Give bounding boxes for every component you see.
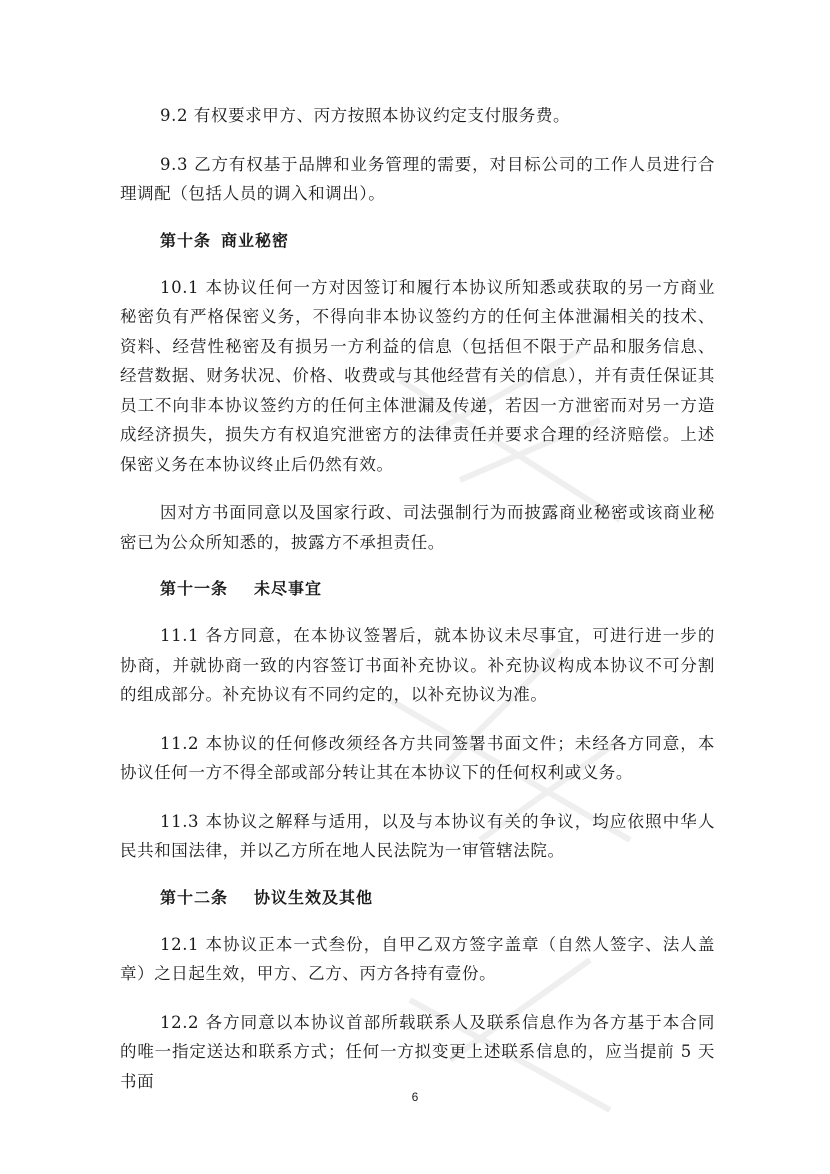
section-number: 第十二条	[160, 887, 229, 907]
clause-paragraph: 10.1 本协议任何一方对因签订和履行本协议所知悉或获取的另一方商业秘密负有严格保密义务，不得向非本协议签约方的任何主体泄漏相关的技术、资料、经营性秘密及有损另一方利益的信息（包括但不限于产品和服务信息、经营数据、财务状况、价格、收费或与其他经营有关的信息），并有责任保证其员工不向非本协议签约方的任何主体泄漏及传递，若因一方泄密而对另一方造成经济损失，损失方有权追究泄密方的法律责任并要求合理的经济赔偿。上述保密义务在本协议终止后仍然有效。	[120, 277, 715, 474]
section-heading	[120, 885, 715, 911]
document-body	[120, 101, 715, 1115]
section-number: 第十一条	[160, 579, 229, 598]
section-heading	[120, 576, 715, 602]
clause-paragraph: 因对方书面同意以及国家行政、司法强制行为而披露商业秘密或该商业秘密已为公众所知悉的，披露方不承担责任。	[120, 503, 715, 552]
clause-paragraph: 9.3 乙方有权基于品牌和业务管理的需要，对目标公司的工作人员进行合理调配（包括人员的调入和调出）。	[120, 154, 715, 203]
section-heading	[120, 228, 715, 254]
clause-paragraph: 12.2 各方同意以本协议首部所载联系人及联系信息作为各方基于本合同的唯一指定送达和联系方式；任何一方拟变更上述联系信息的，应当提前 5 天书面	[120, 1012, 715, 1091]
clause-paragraph: 11.1 各方同意，在本协议签署后，就本协议未尽事宜，可进行进一步的协商，并就协商一致的内容签订书面补充协议。补充协议构成本协议不可分割的组成部分。补充协议有不同约定的，以补充协议为准。	[120, 626, 715, 704]
section-title: 协议生效及其他	[254, 887, 374, 907]
clause-paragraph: 11.3 本协议之解释与适用，以及与本协议有关的争议，均应依照中华人民共和国法律，并以乙方所在地人民法院为一审管辖法院。	[120, 811, 715, 860]
page-number: 6	[411, 1090, 419, 1104]
clause-paragraph: 12.1 本协议正本一式叁份，自甲乙双方签字盖章（自然人签字、法人盖章）之日起生效，甲方、乙方、丙方各持有壹份。	[120, 934, 715, 983]
section-title: 商业秘密	[221, 230, 290, 250]
clause-paragraph: 9.2 有权要求甲方、丙方按照本协议约定支付服务费。	[160, 106, 571, 125]
clause-paragraph: 11.2 本协议的任何修改须经各方共同签署书面文件；未经各方同意，本协议任何一方不得全部或部分转让其在本协议下的任何权利或义务。	[120, 733, 715, 782]
section-number: 第十条	[160, 230, 212, 250]
section-title: 未尽事宜	[254, 579, 323, 598]
